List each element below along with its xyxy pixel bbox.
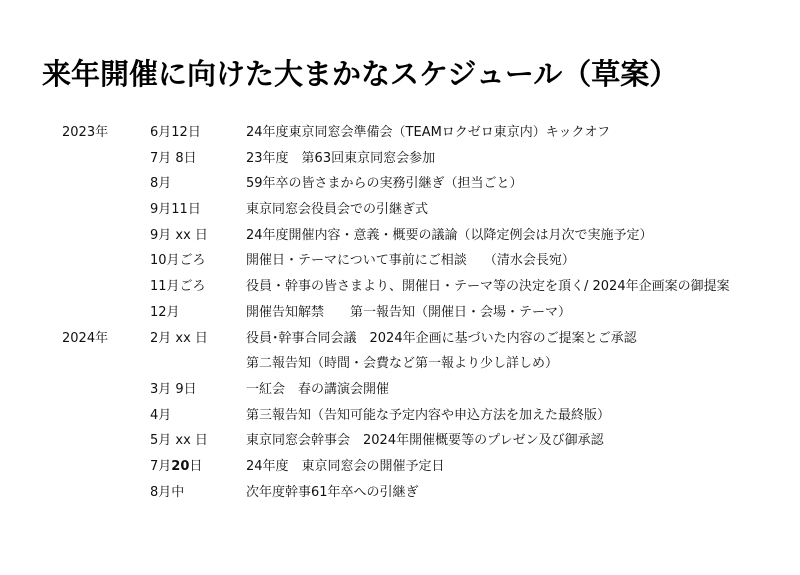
event-description: 役員･幹事合同会議 2024年企画に基づいた内容のご提案とご承認 xyxy=(246,330,637,346)
date-month: 7月 xyxy=(150,458,172,474)
schedule-row xyxy=(0,431,800,457)
schedule-row xyxy=(0,406,800,432)
event-description: 第三報告知（告知可能な予定内容や申込方法を加えた最終版） xyxy=(246,407,611,423)
schedule-row xyxy=(0,123,800,149)
date-label: 8月中 xyxy=(150,484,185,500)
schedule-row xyxy=(0,354,800,380)
event-description: 24年度 東京同窓会の開催予定日 xyxy=(246,458,445,474)
event-description: 24年度東京同窓会準備会（TEAMロクゼロ東京内）キックオフ xyxy=(246,125,611,140)
event-description: 役員・幹事の皆さまより、開催日・テーマ等の決定を頂く/ 2024年企画案の御提案 xyxy=(246,279,730,295)
date-day-suffix: 日 xyxy=(189,458,203,474)
date-label: 9月11日 xyxy=(150,202,201,218)
date-label: 10月ごろ xyxy=(150,253,206,269)
schedule-row xyxy=(0,329,800,355)
date-label: 6月12日 xyxy=(150,125,201,140)
year-label: 2024年 xyxy=(62,330,109,346)
schedule-row xyxy=(0,457,800,483)
event-description: 開催告知解禁 第一報告知（開催日・会場・テーマ） xyxy=(246,304,572,320)
date-label: 2月 xx 日 xyxy=(150,330,208,346)
event-description: 東京同窓会役員会での引継ぎ式 xyxy=(246,202,429,218)
schedule-row xyxy=(0,380,800,406)
event-description: 開催日・テーマについて事前にご相談 （清水会長宛） xyxy=(246,253,575,269)
event-description: 23年度 第63回東京同窓会参加 xyxy=(246,150,436,166)
schedule-row xyxy=(0,226,800,252)
date-label: 11月ごろ xyxy=(150,279,206,295)
date-label: 7月 8日 xyxy=(150,150,197,166)
date-label: 9月 xx 日 xyxy=(150,227,208,243)
event-description: 第二報告知（時間・会費など第一報より少し詳しめ） xyxy=(246,356,559,372)
year-label: 2023年 xyxy=(62,125,109,140)
date-label: 8月 xyxy=(150,176,172,192)
date-label: 3月 9日 xyxy=(150,381,197,397)
event-description: 東京同窓会幹事会 2024年開催概要等のプレゼン及び御承認 xyxy=(246,433,604,449)
event-description: 24年度開催内容・意義・概要の議論（以降定例会は月次で実施予定） xyxy=(246,227,653,243)
event-description: 一紅会 春の講演会開催 xyxy=(246,381,390,397)
schedule-row xyxy=(0,303,800,329)
date-day-emphasis: 20 xyxy=(171,458,190,474)
date-label xyxy=(150,457,202,477)
page-title: 来年開催に向けた大まかなスケジュール（草案） xyxy=(42,57,679,91)
event-description: 次年度幹事61年卒への引継ぎ xyxy=(246,484,419,500)
schedule-row xyxy=(0,149,800,175)
date-label: 12月 xyxy=(150,304,180,320)
schedule-row xyxy=(0,483,800,509)
schedule-row xyxy=(0,251,800,277)
schedule-row xyxy=(0,174,800,200)
schedule-list xyxy=(0,123,800,508)
date-label: 5月 xx 日 xyxy=(150,433,208,449)
event-description: 59年卒の皆さまからの実務引継ぎ（担当ごと） xyxy=(246,176,523,192)
date-label: 4月 xyxy=(150,407,172,423)
schedule-row xyxy=(0,277,800,303)
schedule-row xyxy=(0,200,800,226)
